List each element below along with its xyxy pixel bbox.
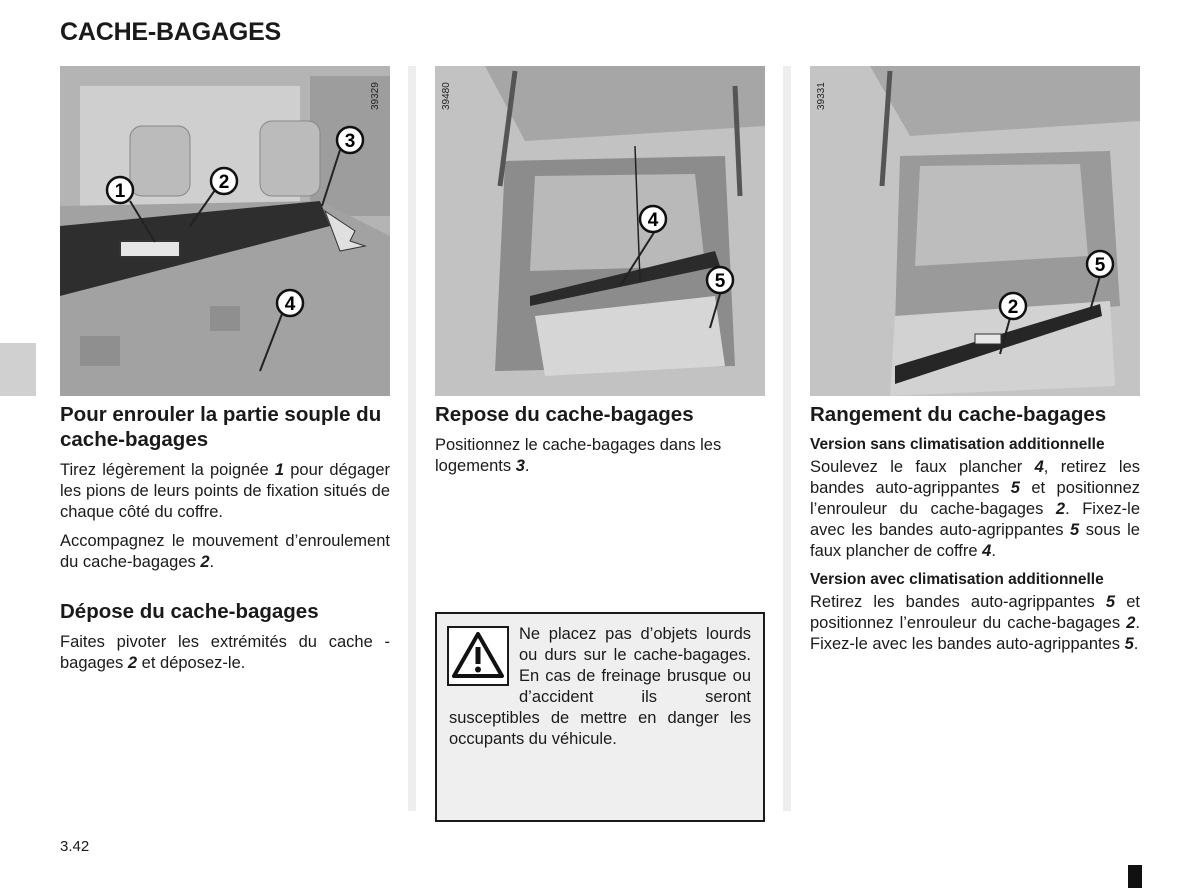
column-storage [810, 66, 1140, 655]
figure-reference: 39329 [370, 82, 381, 110]
callout-4 [277, 290, 303, 316]
figure-trunk-storage [810, 66, 1140, 396]
column-divider [408, 66, 416, 811]
figure-reference: 39480 [441, 82, 452, 110]
callout-1 [107, 177, 133, 203]
section-heading: Dépose du cache-bagages [60, 600, 319, 623]
callout-5 [1087, 251, 1113, 277]
section-heading: Rangement du cache-bagages [810, 403, 1107, 426]
figure-reference: 39331 [816, 82, 827, 110]
body-paragraph: Retirez les bandes auto-agrippantes 5 et positionnez l’enrouleur du cache-bagages 2. Fixez-le avec les bandes auto-agrippantes 5. [810, 593, 1140, 653]
section-heading: Repose du cache-bagages [435, 403, 694, 426]
callout-3 [337, 127, 363, 153]
body-paragraph: Faites pivoter les extrémités du cache -bagages 2 et déposez-le. [60, 633, 390, 672]
figure-trunk-open [435, 66, 765, 396]
callout-2 [211, 168, 237, 194]
svg-text:5: 5 [714, 271, 726, 292]
section-heading: Pour enrouler la partie souple du cache-bagages [60, 403, 382, 451]
warning-box [435, 612, 765, 822]
body-paragraph: Tirez légèrement la poignée 1 pour dégager les pions de leurs points de fixation situés de chaque côté du coffre. [60, 461, 390, 521]
column-divider [783, 66, 791, 811]
subsection-title: Version sans climatisation additionnelle [810, 436, 1105, 453]
callout-4 [640, 206, 666, 232]
svg-text:4: 4 [647, 210, 659, 231]
svg-text:3: 3 [344, 131, 356, 152]
body-paragraph: Soulevez le faux plancher 4, retirez les bandes auto-agrippantes 5 et positionnez l’enrouleur du cache-bagages 2. Fixez-le avec les bandes auto-agrippantes 5 sous le faux plancher de coffre 4. [810, 458, 1141, 560]
svg-text:5: 5 [1094, 255, 1106, 276]
column-roll-up [60, 66, 390, 674]
column-refit [435, 66, 765, 477]
svg-text:1: 1 [114, 181, 126, 202]
warning-text: Ne placez pas d’objets lourds ou durs sur le cache-bagages. En cas de freinage brusque ou d’accident ils seront susceptibles de mettre en danger les occupants du véhicule. [449, 625, 751, 748]
body-paragraph: Positionnez le cache-bagages dans les logements 3. [435, 436, 722, 475]
body-paragraph: Accompagnez le mouvement d’enroulement du cache-bagages 2. [60, 532, 390, 571]
page-title: CACHE-BAGAGES [60, 18, 282, 46]
chapter-tab [0, 343, 36, 396]
svg-text:2: 2 [218, 172, 230, 193]
callout-2 [1000, 293, 1026, 319]
svg-text:4: 4 [284, 294, 296, 315]
figure-rear-seat-cover [60, 66, 390, 396]
page-number: 3.42 [60, 838, 90, 855]
page-edge-marker [1128, 865, 1142, 888]
callout-5 [707, 267, 733, 293]
svg-text:2: 2 [1007, 297, 1019, 318]
subsection-title: Version avec climatisation additionnelle [810, 571, 1104, 588]
